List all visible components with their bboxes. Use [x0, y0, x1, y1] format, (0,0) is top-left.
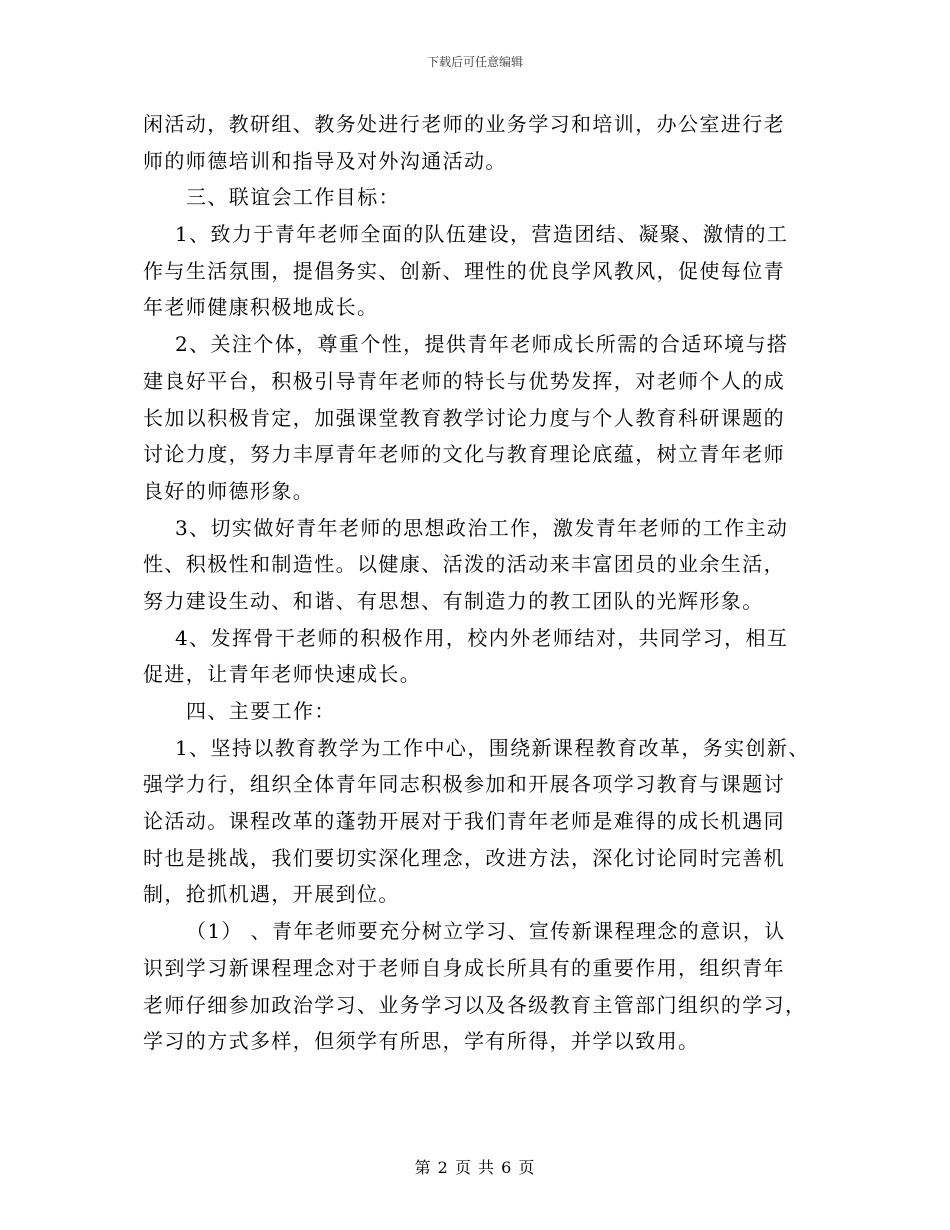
text-line: 讨论力度，努力丰厚青年老师的文化与教育理论底蕴，树立青年老师 [143, 442, 785, 467]
page-header: 下载后可任意编辑 [426, 55, 523, 69]
text-line: 论活动。课程改革的蓬勃开展对于我们青年老师是难得的成长机遇同 [143, 809, 785, 834]
text-line: 强学力行，组织全体青年同志积极参加和开展各项学习教育与课题讨 [143, 772, 785, 797]
text-line: 1、坚持以教育教学为工作中心，围绕新课程教育改革，务实创新、 [175, 735, 810, 760]
text-line: 4、发挥骨干老师的积极作用，校内外老师结对，共同学习，相互 [175, 625, 789, 650]
text-line: 促进，让青年老师快速成长。 [143, 662, 422, 687]
text-line: 年老师健康积极地成长。 [143, 295, 379, 320]
text-line: 作与生活氛围，提倡务实、创新、理性的优良学风教风，促使每位青 [143, 258, 785, 283]
page-footer: 第 2 页 共 6 页 [414, 1158, 536, 1177]
text-line: 3、切实做好青年老师的思想政治工作，激发青年老师的工作主动 [175, 515, 789, 540]
text-line: 老师仔细参加政治学习、业务学习以及各级教育主管部门组织的学习， [143, 992, 807, 1017]
text-line: 师的师德培训和指导及对外沟通活动。 [143, 148, 507, 173]
section-heading: 四、主要工作： [186, 699, 336, 723]
text-line: （1） 、青年老师要充分树立学习、宣传新课程理念的意识，认 [186, 919, 786, 944]
text-line: 识到学习新课程理念对于老师自身成长所具有的重要作用，组织青年 [143, 955, 785, 980]
section-heading: 三、联谊会工作目标： [186, 185, 400, 210]
text-line: 长加以积极肯定，加强课堂教育教学讨论力度与个人教育科研课题的 [143, 405, 785, 430]
text-line: 学习的方式多样，但须学有所思，学有所得，并学以致用。 [143, 1029, 700, 1054]
text-line: 闲活动，教研组、教务处进行老师的业务学习和培训，办公室进行老 [143, 112, 785, 136]
text-line: 良好的师德形象。 [143, 478, 315, 503]
text-line: 建良好平台，积极引导青年老师的特长与优势发挥，对老师个人的成 [143, 368, 785, 393]
text-line: 性、积极性和制造性。以健康、活泼的活动来丰富团员的业余生活， [143, 552, 785, 577]
text-line: 2、关注个体，尊重个性，提供青年老师成长所需的合适环境与搭 [175, 332, 789, 357]
text-line: 制，抢抓机遇，开展到位。 [143, 882, 400, 907]
text-line: 努力建设生动、和谐、有思想、有制造力的教工团队的光辉形象。 [143, 588, 764, 613]
text-line: 1、致力于青年老师全面的队伍建设，营造团结、凝聚、激情的工 [175, 222, 789, 247]
document-body [143, 106, 823, 1060]
text-line: 时也是挑战，我们要切实深化理念，改进方法，深化讨论同时完善机 [143, 845, 785, 870]
